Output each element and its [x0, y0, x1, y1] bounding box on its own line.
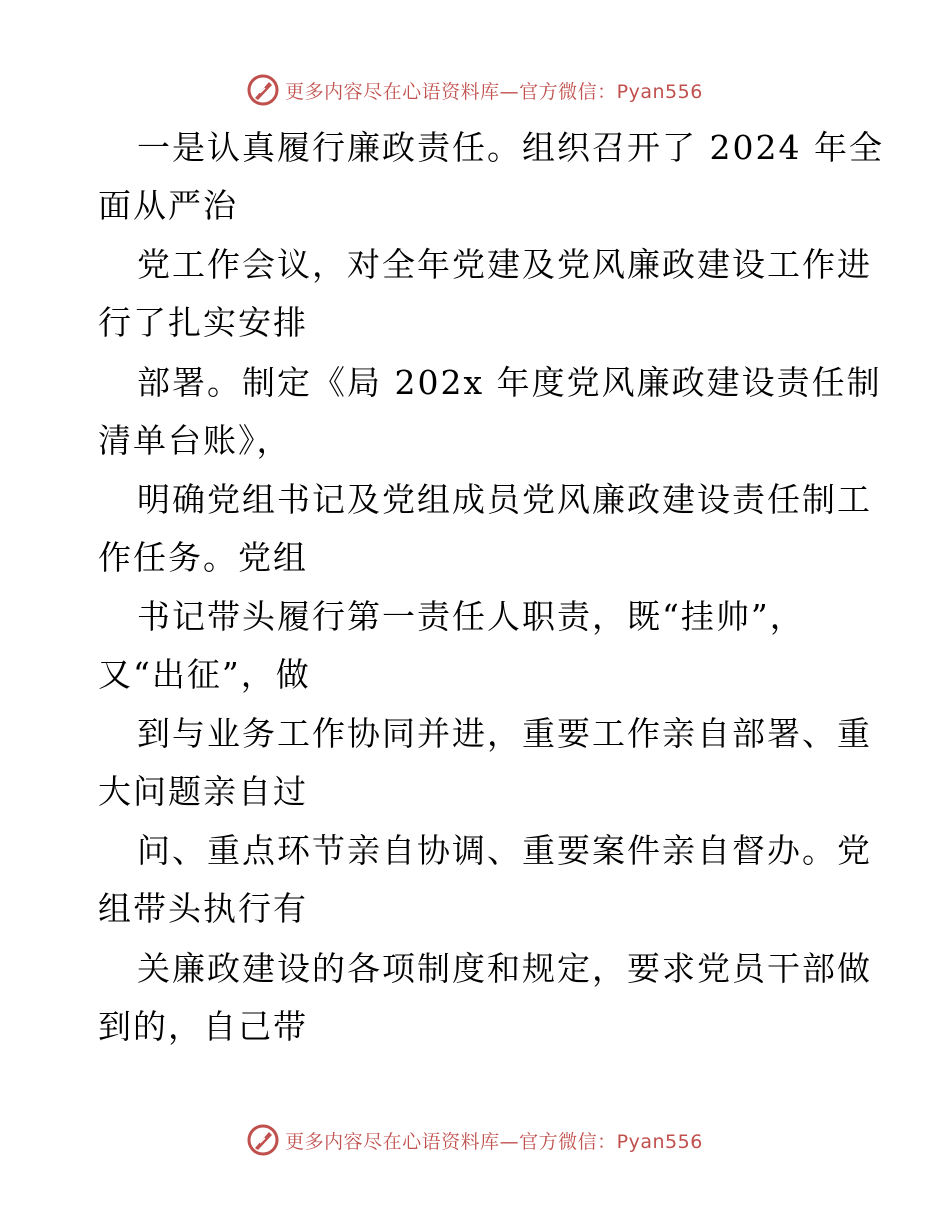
body-line: 作任务。党组: [98, 538, 308, 577]
header-banner: [0, 73, 950, 107]
footer-banner: [0, 1123, 950, 1157]
body-line: 部署。制定《局 202x 年度党风廉政建设责任制: [137, 363, 882, 402]
body-line: 清单台账》，: [98, 421, 292, 460]
body-line: 组带头执行有: [98, 889, 308, 928]
body-line: 到与业务工作协同并进，重要工作亲自部署、重: [137, 714, 872, 753]
body-line: 行了扎实安排: [98, 303, 308, 342]
body-line: 又“出征”，做: [98, 655, 311, 694]
body-line: 大问题亲自过: [98, 772, 308, 811]
header-banner-text: 更多内容尽在心语资料库—官方微信：Pyan556: [285, 80, 703, 103]
feather-pen-logo-icon: [247, 74, 279, 106]
body-line: 关廉政建设的各项制度和规定，要求党员干部做: [137, 949, 872, 988]
body-line: 明确党组书记及党组成员党风廉政建设责任制工: [137, 480, 872, 519]
body-line: 面从严治: [98, 186, 238, 225]
body-line: 党工作会议，对全年党建及党风廉政建设工作进: [137, 245, 872, 284]
body-line: 到的，自己带: [98, 1007, 308, 1046]
body-line: 书记带头履行第一责任人职责，既“挂帅”，: [137, 597, 805, 636]
feather-pen-logo-icon: [247, 1124, 279, 1156]
footer-banner-text: 更多内容尽在心语资料库—官方微信：Pyan556: [285, 1130, 703, 1153]
body-line: 问、重点环节亲自协调、重要案件亲自督办。党: [137, 831, 872, 870]
body-line: 一是认真履行廉政责任。组织召开了 2024 年全: [137, 128, 884, 167]
